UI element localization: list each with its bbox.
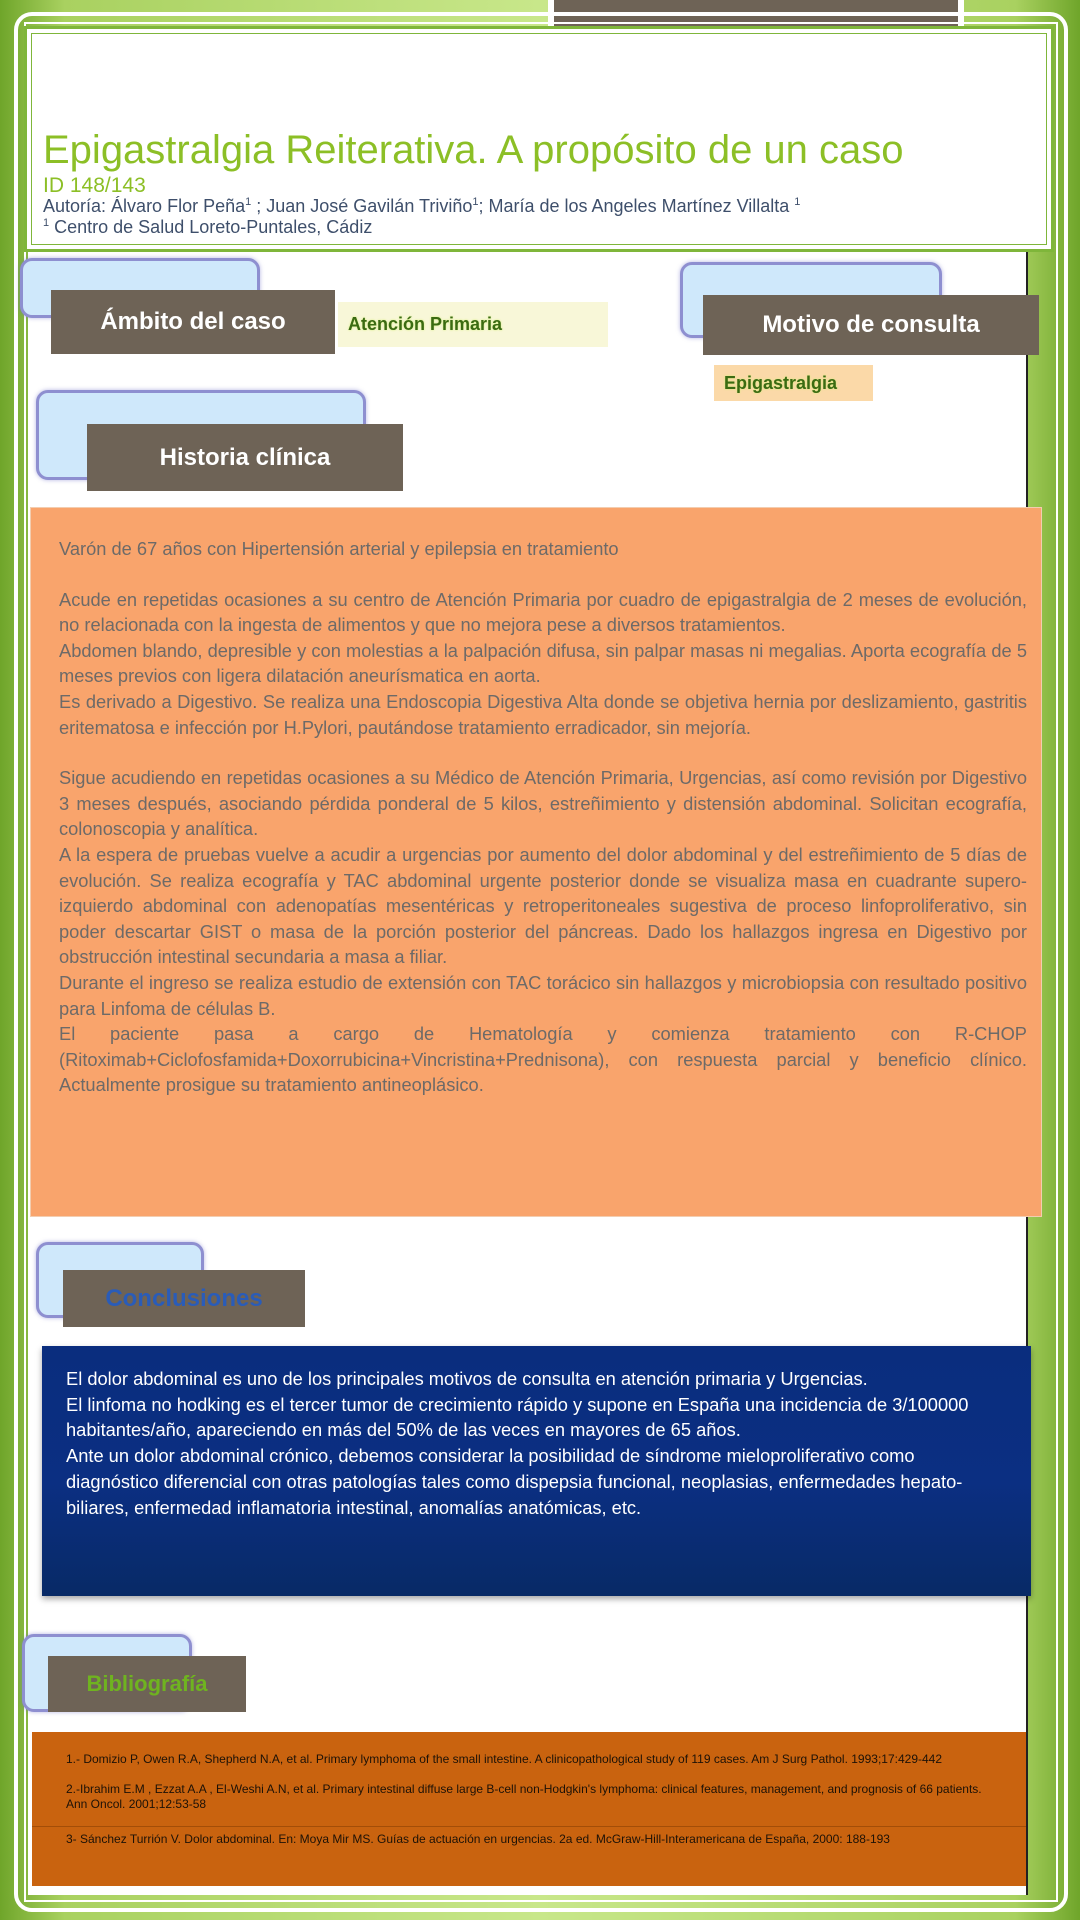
reference-item: 2.-Ibrahim E.M , Ezzat A.A , El-Weshi A.N, et al. Primary intestinal diffuse large B-cell non-Hodgkin's lymphoma: clinical features, management, and prognosis of 66 patients. Ann Oncol. 2001;12:53-58 [66,1782,982,1811]
conclusiones-paragraph: El dolor abdominal es uno de los principales motivos de consulta en atención primaria y Urgencias. [66,1368,868,1389]
historia-paragraph: Acude en repetidas ocasiones a su centro de Atención Primaria por cuadro de epigastralgia de 2 meses de evolución, no relacionada con la ingesta de alimentos y que no mejora pese a diversos tratamientos. [59,588,1027,636]
historia-body [30,507,1042,1217]
center-line: $^1$ Centro de Salud Loreto-Puntales, Cádiz [43,217,373,237]
reference-item: 3- Sánchez Turrión V. Dolor abdominal. En: Moya Mir MS. Guías de actuación en urgencias. 2a ed. McGraw-Hill-Interamericana de España, 2000: 188-193 [66,1832,890,1846]
reference-item: 1.- Domizio P, Owen R.A, Shepherd N.A, et al. Primary lymphoma of the small intestine. A clinicopathological study of 119 cases. Am J Surg Pathol. 1993;17:429-442 [66,1752,943,1766]
historia-paragraph: Varón de 67 años con Hipertensión arterial y epilepsia en tratamiento [59,538,619,559]
historia-paragraph: A la espera de pruebas vuelve a acudir a urgencias por aumento del dolor abdominal y del estreñimiento de 5 días de evolución. Se realiza ecografía y TAC abdominal urgente posterior donde se visualiza masa en cuadrante supero-izquierdo abdominal con adenopatías mesentéricas y retroperitoneales sugestiva de proceso linfoproliferativo, sin poder descartar GIST o masa de la porción posterior del páncreas. Dado los hallazgos ingresa en Digestivo por obstrucción intestinal secundaria a masa a filiar. [59,843,1027,968]
reference-divider [32,1826,1026,1827]
ambito-heading: Ámbito del caso [51,290,335,354]
historia-paragraph: Sigue acudiendo en repetidas ocasiones a su Médico de Atención Primaria, Urgencias, así como revisión por Digestivo 3 meses después, asociando pérdida ponderal de 5 kilos, estreñimiento y distensión abdominal. Solicitan ecografía, colonoscopia y analítica. [59,767,1027,840]
poster-id: ID 148/143 [43,174,146,197]
ambito-value: Atención Primaria [338,302,608,347]
conclusiones-paragraph: Ante un dolor abdominal crónico, debemos considerar la posibilidad de síndrome mieloproliferativo como diagnóstico diferencial con otras patologías tales como dispepsia funcional, neoplasias, enfermedades hepato-biliares, enfermedad inflamatoria intestinal, anomalías anatómicas, etc. [66,1445,963,1518]
conclusiones-heading: Conclusiones [63,1270,305,1327]
historia-heading: Historia clínica [87,424,403,491]
motivo-value: Epigastralgia [714,365,873,401]
conclusiones-body [42,1346,1031,1596]
motivo-heading: Motivo de consulta [703,295,1039,355]
historia-paragraph: Durante el ingreso se realiza estudio de extensión con TAC torácico sin hallazgos y microbiopsia con resultado positivo para Linfoma de células B. [59,971,1027,1019]
conclusiones-paragraph: El linfoma no hodking es el tercer tumor de crecimiento rápido y supone en España una incidencia de 3/100000 habitantes/año, apareciendo en más del 50% de las veces en mayores de 65 años. [66,1393,969,1441]
authors-line: Autoría: Álvaro Flor Peña$^1$ ; Juan José Gavilán Triviño$^1$; María de los Angeles Martínez Villalta $^1$ [43,196,801,216]
bibliografia-body [32,1732,1026,1886]
poster-title: Epigastralgia Reiterativa. A propósito de un caso [43,128,904,172]
bibliografia-heading: Bibliografía [48,1656,246,1712]
historia-paragraph: Abdomen blando, depresible y con molestias a la palpación difusa, sin palpar masas ni megalias. Aporta ecografía de 5 meses previos con ligera dilatación aneurísmatica en aorta. [59,639,1027,687]
historia-paragraph: Es derivado a Digestivo. Se realiza una Endoscopia Digestiva Alta donde se objetiva hernia por deslizamiento, gastritis eritematosa e infección por H.Pylori, pautándose tratamiento erradicador, sin mejoría. [59,690,1027,738]
historia-paragraph: El paciente pasa a cargo de Hematología y comienza tratamiento con R-CHOP (Ritoximab+Ciclofosfamida+Doxorrubicina+Vincristina+Prednisona), con respuesta parcial y beneficio clínico. Actualmente prosigue su tratamiento antineoplásico. [59,1023,1027,1096]
